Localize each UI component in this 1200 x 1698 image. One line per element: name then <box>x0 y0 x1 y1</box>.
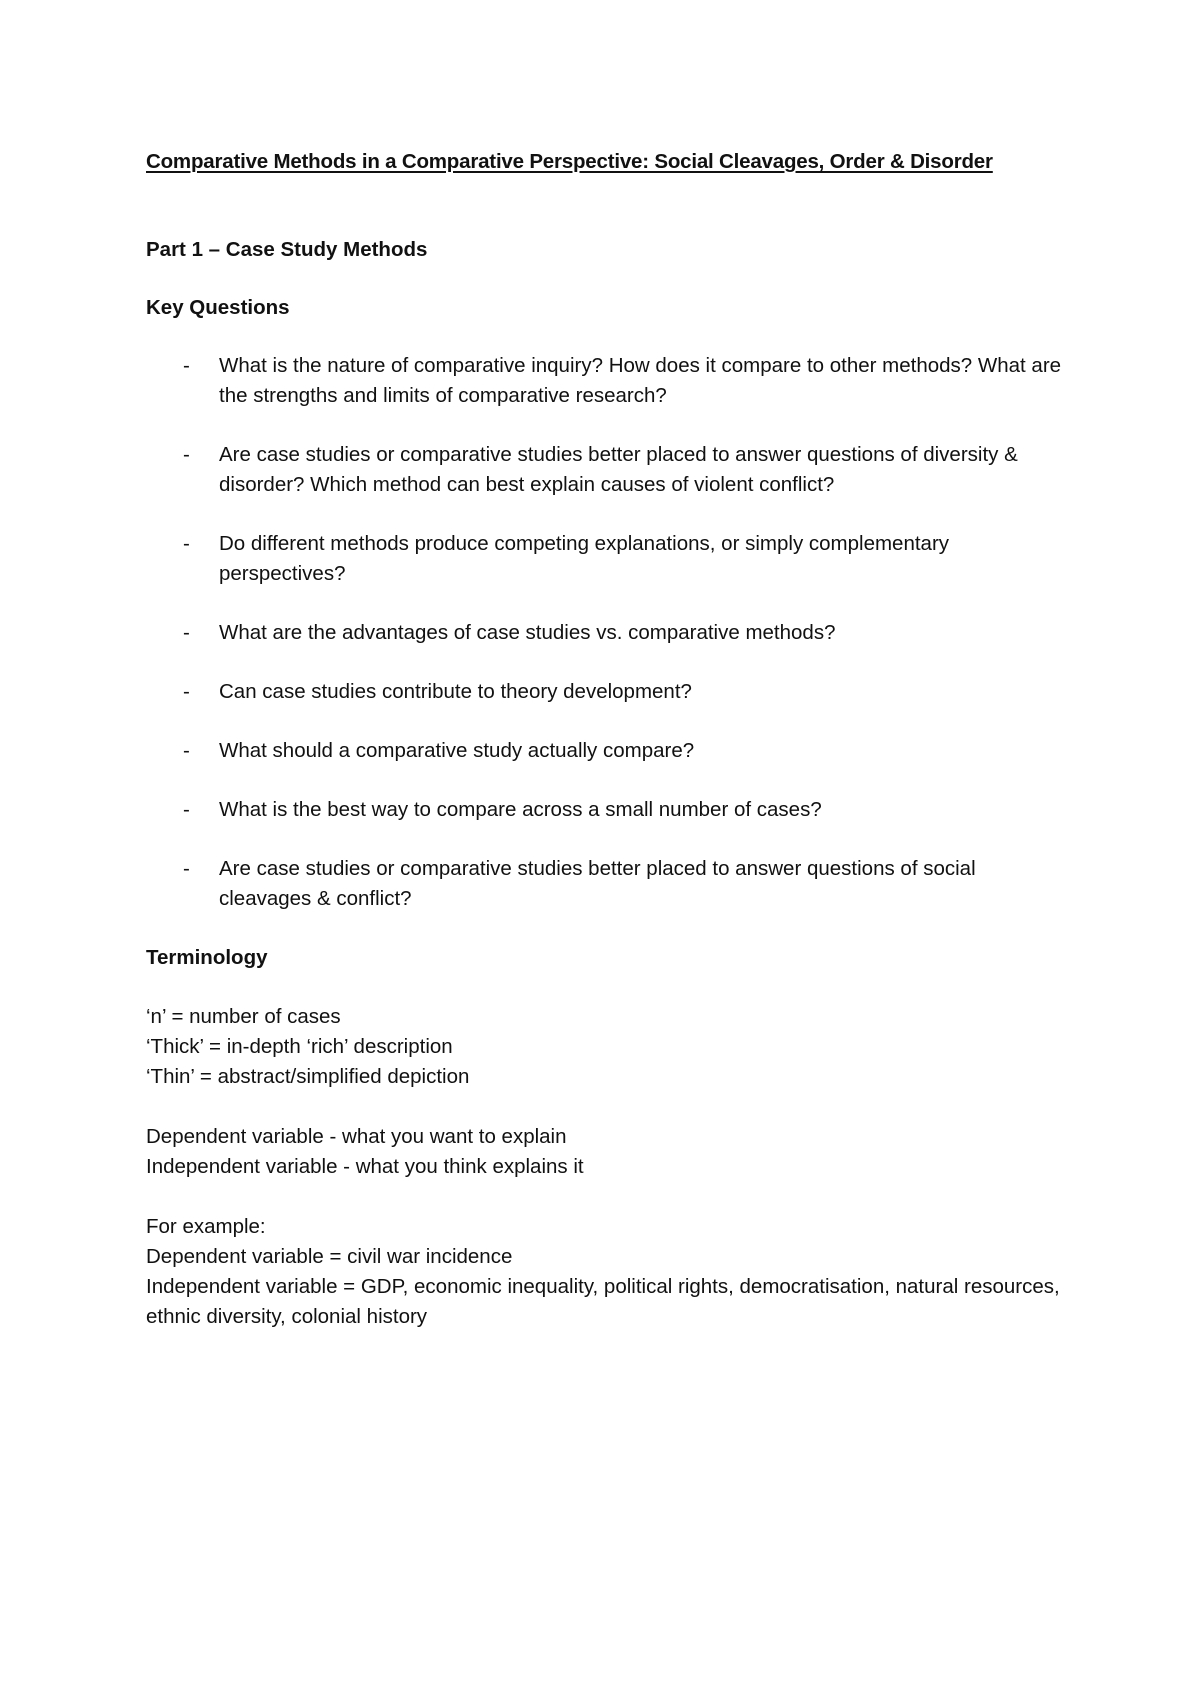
part-heading: Part 1 – Case Study Methods <box>146 238 428 261</box>
list-bullet: - <box>183 532 190 555</box>
list-bullet: - <box>183 680 190 703</box>
definition-line: ‘Thick’ = in-depth ‘rich’ description <box>146 1035 453 1058</box>
question-text: Do different methods produce competing explanations, or simply complementary perspectives? <box>219 532 950 585</box>
list-item <box>146 351 1066 411</box>
key-questions-heading: Key Questions <box>146 296 290 319</box>
list-item <box>146 736 1066 766</box>
list-item <box>146 795 1066 825</box>
list-item <box>146 529 1066 589</box>
list-item <box>146 854 1066 914</box>
variable-definition-line: Independent variable - what you think explains it <box>146 1155 584 1178</box>
variable-definition-line: Dependent variable - what you want to explain <box>146 1125 567 1148</box>
definitions-block <box>146 1002 1066 1092</box>
list-bullet: - <box>183 443 190 466</box>
question-text: Are case studies or comparative studies better placed to answer questions of diversity & disorder? Which method can best explain causes of violent conflict? <box>219 443 1018 496</box>
question-text: Are case studies or comparative studies better placed to answer questions of social cleavages & conflict? <box>219 857 976 910</box>
list-bullet: - <box>183 739 190 762</box>
definition-line: ‘Thin’ = abstract/simplified depiction <box>146 1065 470 1088</box>
question-text: What should a comparative study actually compare? <box>219 739 695 762</box>
document-title: Comparative Methods in a Comparative Perspective: Social Cleavages, Order & Disorder <box>146 150 993 173</box>
key-questions-list <box>146 351 1066 914</box>
list-bullet: - <box>183 798 190 821</box>
list-item <box>146 677 1066 707</box>
list-bullet: - <box>183 857 190 880</box>
terminology-heading: Terminology <box>146 946 268 969</box>
question-text: What is the nature of comparative inquiry? How does it compare to other methods? What are the strengths and limits of comparative research? <box>219 354 1062 407</box>
list-item <box>146 618 1066 648</box>
definition-line: ‘n’ = number of cases <box>146 1005 341 1028</box>
list-bullet: - <box>183 621 190 644</box>
list-bullet: - <box>183 354 190 377</box>
example-label: For example: <box>146 1215 266 1238</box>
question-text: What is the best way to compare across a small number of cases? <box>219 798 822 821</box>
list-item <box>146 440 1066 500</box>
question-text: Can case studies contribute to theory development? <box>219 680 692 703</box>
example-block <box>146 1212 1066 1332</box>
example-line: Independent variable = GDP, economic inequality, political rights, democratisation, natural resources, ethnic diversity, colonial history <box>146 1275 1060 1328</box>
variables-block <box>146 1122 1066 1182</box>
question-text: What are the advantages of case studies vs. comparative methods? <box>219 621 836 644</box>
example-line: Dependent variable = civil war incidence <box>146 1245 513 1268</box>
document-content <box>146 147 1066 1332</box>
